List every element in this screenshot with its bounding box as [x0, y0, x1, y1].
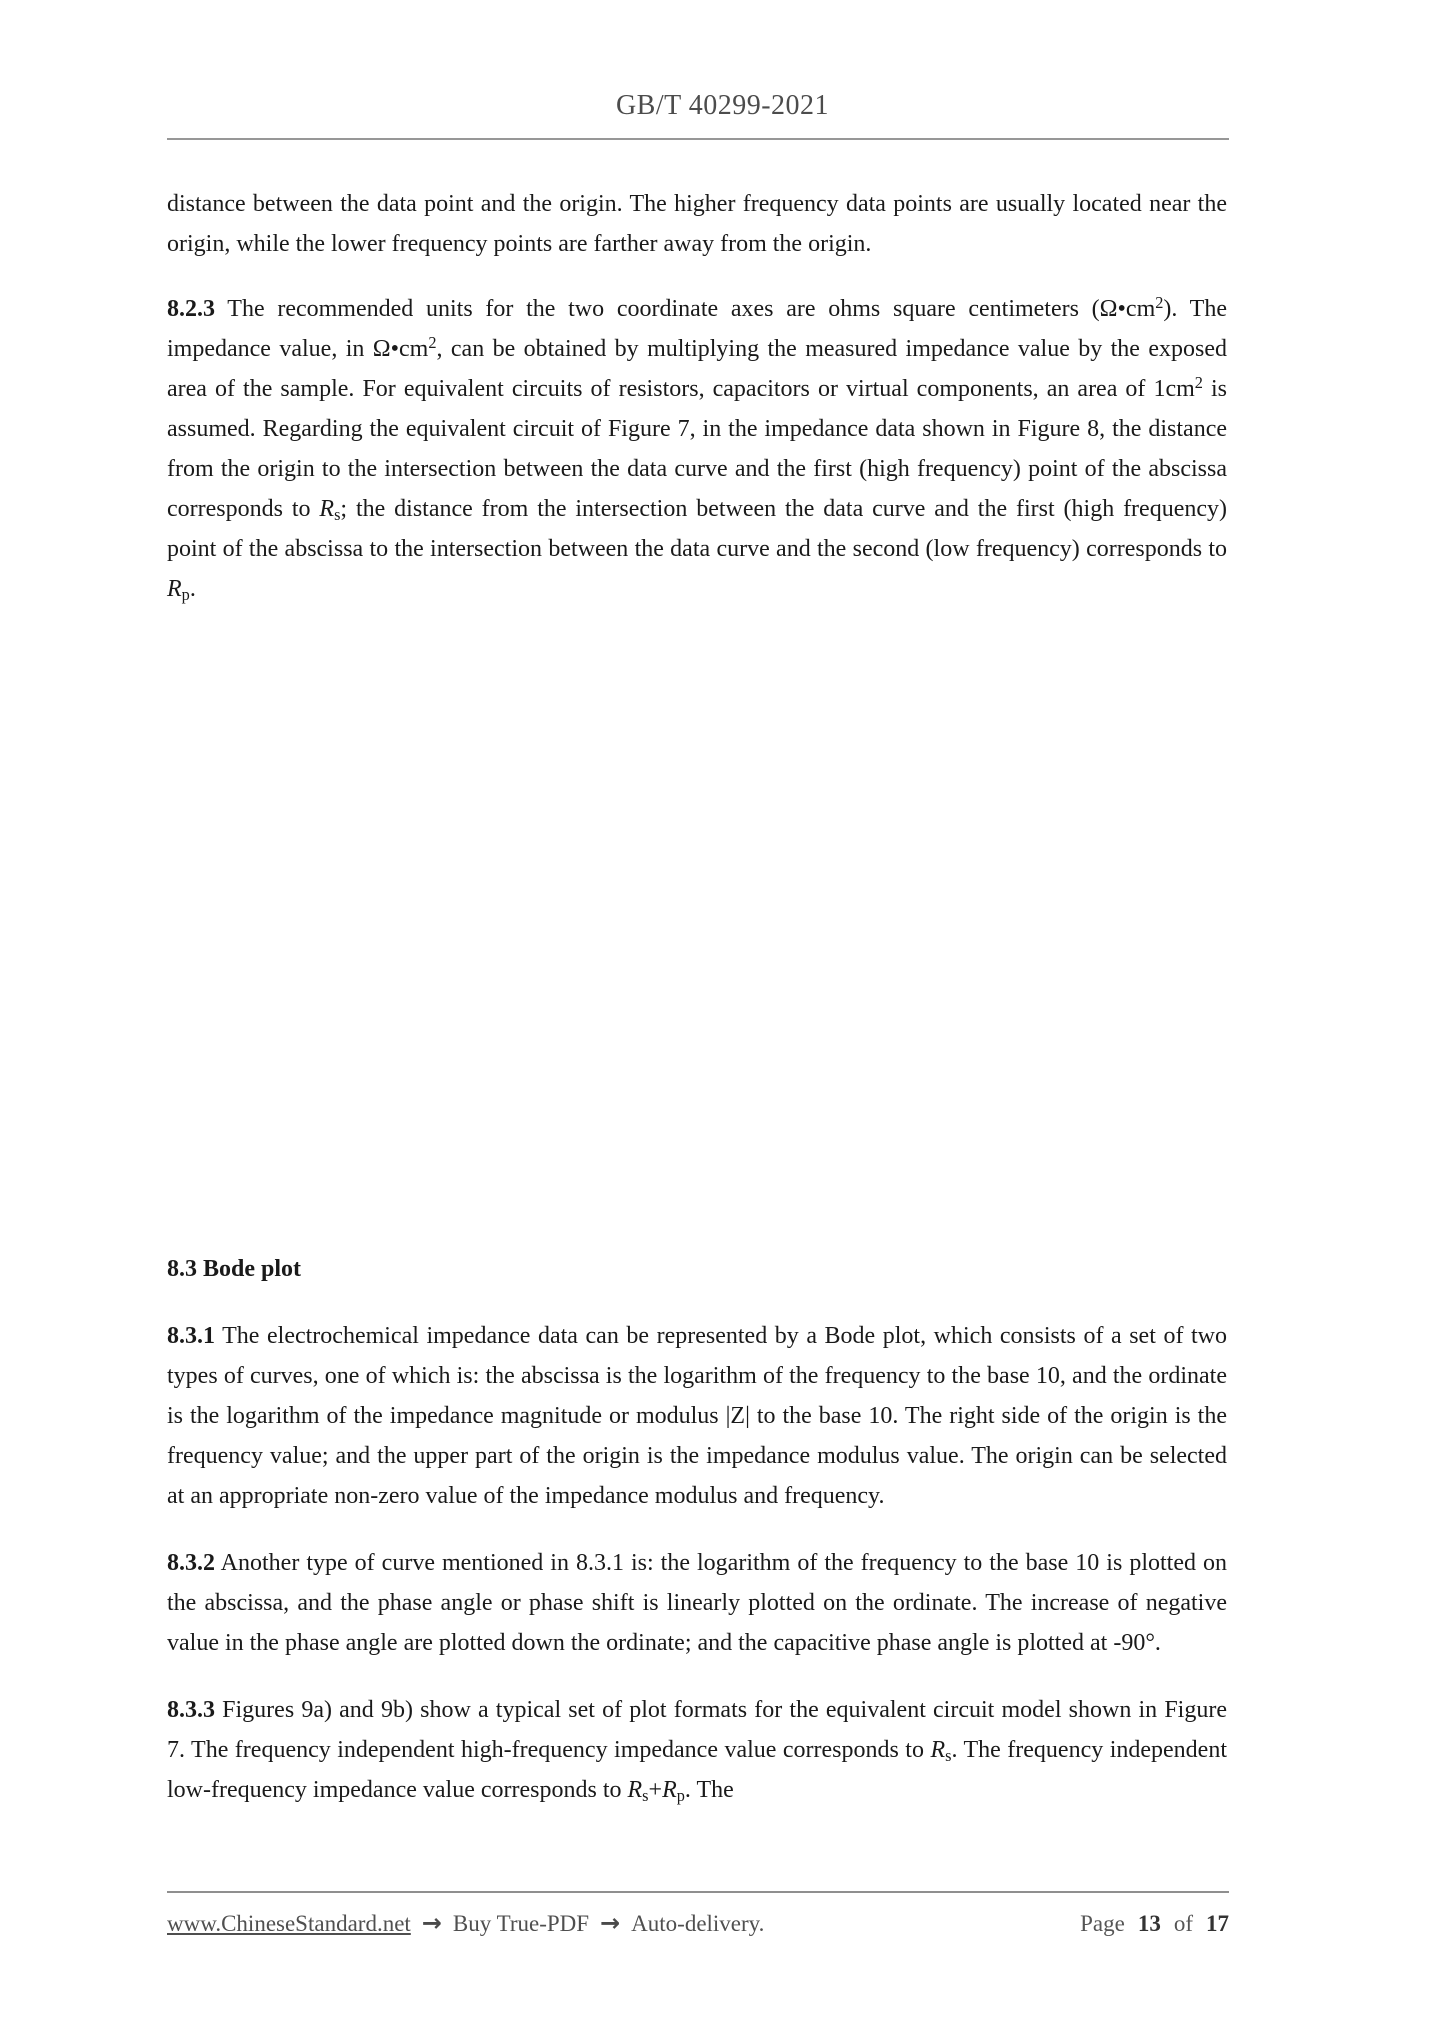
- paragraph-8-3-3: 8.3.3 Figures 9a) and 9b) show a typical set of plot formats for the equivalent circuit model shown in Figure 7. The frequency independent high-frequency impedance value corresponds to $R_s$. The frequency independent low-frequency impedance value corresponds to $R_s+R_p$. The: [167, 1697, 1227, 1805]
- footer-divider: [167, 1891, 1229, 1893]
- page-indicator: [1080, 1907, 1229, 1941]
- arrow-right-icon: →: [600, 1909, 621, 1937]
- chinesestandard-link[interactable]: www.ChineseStandard.net: [167, 1911, 411, 1936]
- heading-8-3-bode-plot: 8.3 Bode plot: [167, 1256, 302, 1282]
- standard-number-title: GB/T 40299-2021: [615, 90, 830, 121]
- buy-true-pdf-text: Buy True-PDF: [452, 1911, 590, 1936]
- paragraph-8-3-1: 8.3.1 The electrochemical impedance data can be represented by a Bode plot, which consists of a set of two types of curves, one of which is: the abscissa is the logarithm of the frequency to the base 10, and the ordinate is the logarithm of the impedance magnitude or modulus |Z| to the base 10. The right side of the origin is the frequency value; and the upper part of the origin is the impedance modulus value. The origin can be selected at an appropriate non-zero value of the impedance modulus and frequency.: [167, 1323, 1227, 1509]
- paragraph-8-3-2: 8.3.2 Another type of curve mentioned in 8.3.1 is: the logarithm of the frequency to the base 10 is plotted on the abscissa, and the phase angle or phase shift is linearly plotted on the ordinate. The increase of negative value in the phase angle are plotted down the ordinate; and the capacitive phase angle is plotted at -90°.: [167, 1550, 1227, 1656]
- paragraph-origin-distance: distance between the data point and the origin. The higher frequency data points are usually located near the origin, while the lower frequency points are farther away from the origin.: [167, 191, 1227, 257]
- document-content: [167, 184, 1227, 609]
- current-page-number: 13: [1137, 1911, 1161, 1936]
- paragraph-8-2-3: 8.2.3 The recommended units for the two coordinate axes are ohms square centimeters $(\Omega•cm^2)$. The impedance value, in $\Omega•cm^2$, can be obtained by multiplying the measured impedance value by the exposed area of the sample. For equivalent circuits of resistors, capacitors or virtual components, an area of $1cm^2$ is assumed. Regarding the equivalent circuit of Figure 7, in the impedance data shown in Figure 8, the distance from the origin to the intersection between the data curve and the first (high frequency) point of the abscissa corresponds to $R_s$; the distance from the intersection between the data curve and the first (high frequency) point of the abscissa to the intersection between the data curve and the second (low frequency) corresponds to $R_p$.: [167, 292, 1228, 604]
- auto-delivery-text: Auto-delivery.: [631, 1911, 765, 1936]
- footer-promo-line: [167, 1906, 764, 1941]
- page-label: Page: [1080, 1911, 1125, 1936]
- header-divider: [167, 138, 1229, 140]
- total-page-number: 17: [1206, 1911, 1229, 1936]
- page-header: [0, 0, 1445, 140]
- page-of-label: of: [1173, 1911, 1193, 1936]
- arrow-right-icon: →: [421, 1909, 442, 1937]
- page-footer: [167, 1906, 1229, 1941]
- section-8-3: [167, 1249, 1227, 1810]
